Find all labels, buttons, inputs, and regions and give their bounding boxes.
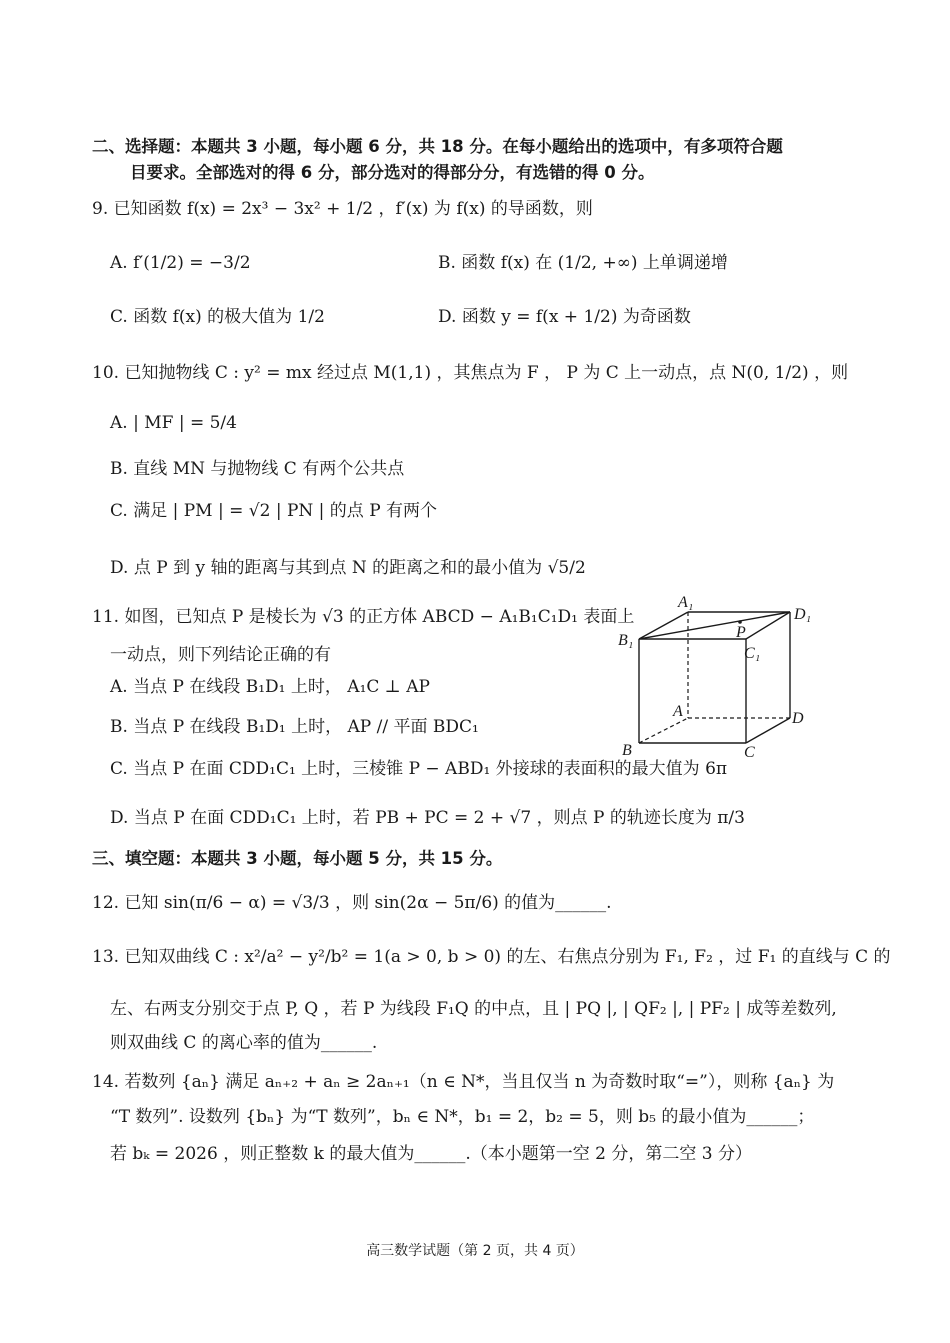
q13-line1: 13. 已知双曲线 C : x²/a² − y²/b² = 1(a > 0, b > 0) 的左、右焦点分别为 F₁, F₂ ，过 F₁ 的直线与 C 的 [92, 947, 891, 967]
q13-line2: 左、右两支分别交于点 P, Q ，若 P 为线段 F₁Q 的中点，且 | PQ |, | QF₂ |, | PF₂ | 成等差数列, [110, 999, 837, 1019]
q9-option-a: A. f′(1/2) = −3/2 [110, 253, 251, 273]
section2-header-line2: 目要求。全部选对的得 6 分，部分选对的得部分分，有选错的得 0 分。 [130, 163, 655, 182]
q11-stem-line2: 一动点，则下列结论正确的有 [110, 645, 331, 665]
q10-option-d: D. 点 P 到 y 轴的距离与其到点 N 的距离之和的最小值为 √5/2 [110, 558, 586, 578]
q11-option-a: A. 当点 P 在线段 B₁D₁ 上时， A₁C ⊥ AP [110, 677, 430, 697]
cube-figure [612, 592, 822, 762]
q10-stem: 10. 已知抛物线 C : y² = mx 经过点 M(1,1) ，其焦点为 F ， P 为 C 上一动点，点 N(0, 1/2) ，则 [92, 363, 849, 383]
label-d: D [792, 710, 804, 727]
q14-line1: 14. 若数列 {aₙ} 满足 aₙ₊₂ + aₙ ≥ 2aₙ₊₁（n ∈ N*，当且仅当 n 为奇数时取“=”），则称 {aₙ} 为 [92, 1072, 835, 1092]
label-b1: B₁ [618, 632, 634, 649]
label-b: B [622, 742, 632, 759]
q11-stem-line1: 11. 如图，已知点 P 是棱长为 √3 的正方体 ABCD − A₁B₁C₁D₁ 表面上 [92, 607, 635, 627]
q10-option-a: A. | MF | = 5/4 [110, 413, 237, 433]
q10-option-c: C. 满足 | PM | = √2 | PN | 的点 P 有两个 [110, 501, 438, 521]
q11-option-c: C. 当点 P 在面 CDD₁C₁ 上时，三棱锥 P − ABD₁ 外接球的表面积的最大值为 6π [110, 759, 728, 779]
q14-line2: “T 数列”. 设数列 {bₙ} 为“T 数列”，bₙ ∈ N*，b₁ = 2，b₂ = 5，则 b₅ 的最小值为______； [110, 1107, 815, 1127]
label-p: P [736, 624, 746, 641]
page-footer: 高三数学试题（第 2 页，共 4 页） [366, 1243, 584, 1259]
label-a: A [673, 703, 683, 720]
q14-line3: 若 bₖ = 2026 ，则正整数 k 的最大值为______.（本小题第一空 2 分，第二空 3 分） [110, 1144, 752, 1164]
q9-option-c: C. 函数 f(x) 的极大值为 1/2 [110, 307, 325, 327]
q11-option-d: D. 当点 P 在面 CDD₁C₁ 上时，若 PB + PC = 2 + √7 ，则点 P 的轨迹长度为 π/3 [110, 808, 745, 828]
label-c1: C₁ [744, 645, 761, 662]
section3-header: 三、填空题：本题共 3 小题，每小题 5 分，共 15 分。 [92, 849, 503, 868]
q12-stem: 12. 已知 sin(π/6 − α) = √3/3 ，则 sin(2α − 5π/6) 的值为______. [92, 893, 612, 913]
q9-stem: 9. 已知函数 f(x) = 2x³ − 3x² + 1/2 ，f′(x) 为 f(x) 的导函数，则 [92, 199, 593, 219]
label-a1: A₁ [678, 594, 694, 611]
q13-line3: 则双曲线 C 的离心率的值为______. [110, 1033, 378, 1053]
label-c: C [744, 744, 755, 761]
q10-option-b: B. 直线 MN 与抛物线 C 有两个公共点 [110, 459, 405, 479]
q11-option-b: B. 当点 P 在线段 B₁D₁ 上时， AP // 平面 BDC₁ [110, 717, 479, 737]
label-d1: D₁ [794, 606, 812, 623]
q9-option-d: D. 函数 y = f(x + 1/2) 为奇函数 [438, 307, 691, 327]
section2-header-line1: 二、选择题：本题共 3 小题，每小题 6 分，共 18 分。在每小题给出的选项中，有多项符合题 [92, 137, 783, 156]
q9-option-b: B. 函数 f(x) 在 (1/2, +∞) 上单调递增 [438, 253, 728, 273]
